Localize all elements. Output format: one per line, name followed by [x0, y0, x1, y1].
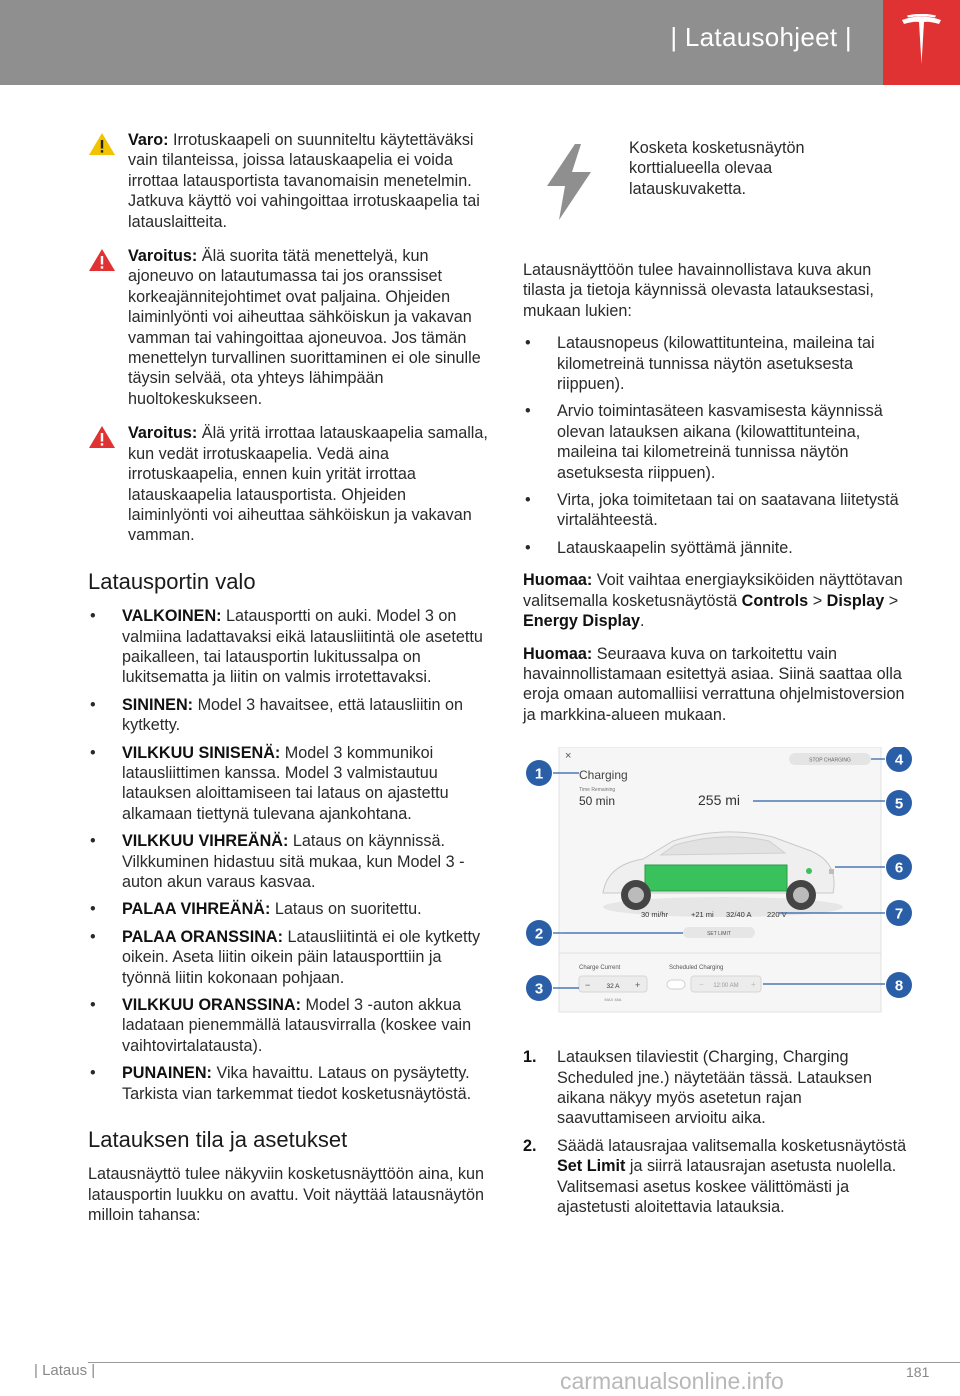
lightning-bolt-icon	[547, 144, 591, 220]
item-text: Model 3 havaitsee, että latausliitin on kytketty.	[122, 695, 464, 735]
item-label: VILKKUU ORANSSINA:	[122, 996, 301, 1015]
callout-3: 3	[534, 980, 544, 998]
note-text: Voit vaihtaa energiayksiköiden näyttötavan valitsemalla kosketusnäytöstä	[523, 571, 903, 610]
stat-voltage: 220 V	[767, 910, 787, 920]
item-text: Säädä latausrajaa valitsemalla kosketusnäytöstä	[557, 1136, 907, 1155]
note-label: Huomaa:	[523, 571, 593, 590]
watermark: carmanualsonline.info	[560, 1368, 784, 1394]
current-note: MAX 48A	[604, 997, 622, 1003]
section-heading-charging-status: Latauksen tila ja asetukset	[88, 1127, 348, 1153]
item-label: SININEN:	[122, 695, 194, 714]
warning-label: Varoitus:	[128, 247, 198, 266]
callout-1: 1	[534, 765, 544, 783]
diagram-title: Charging	[579, 768, 628, 783]
footer-divider	[88, 1362, 960, 1363]
list-item	[88, 606, 488, 688]
charging-screen-diagram	[523, 747, 913, 1017]
list-item	[88, 927, 488, 988]
port-light-list	[88, 606, 488, 1104]
charging-screen-illustration	[523, 747, 913, 1017]
item-label: VILKKUU VIHREÄNÄ:	[122, 832, 289, 851]
stop-charging-label: STOP CHARGING	[809, 757, 851, 764]
time-value: 50 min	[579, 794, 616, 809]
note-label: Huomaa:	[523, 644, 593, 663]
item-label: PALAA VIHREÄNÄ:	[122, 900, 271, 919]
list-item: • Latausnopeus (kilowattitunteina, maileina tai kilometreinä tunnissa näytön asetuksesta riippuen).	[523, 333, 913, 394]
note-illustration	[523, 644, 913, 726]
page-number: 181	[906, 1364, 930, 1380]
warning-icon	[88, 248, 116, 272]
page-header	[0, 0, 960, 85]
item-label: VALKOINEN:	[122, 607, 222, 626]
numbered-list	[523, 1047, 913, 1217]
charging-info-list	[523, 333, 913, 558]
warning-text: Älä yritä irrottaa latauskaapelia samalla, kun vedät irrotuskaapelia. Vedä aina irrotuskaapelia, ennen kuin yrität irrottaa latauskaapelia latausportista. Ohjeiden laiminlyönti voi aiheuttaa sähköiskun ja vakavan vamman.	[128, 424, 488, 545]
minus-button: −	[585, 980, 591, 991]
list-item: • Virta, joka toimitetaan tai on saatavana liitetystä virtalähteestä.	[523, 490, 913, 531]
item-text: Latauksen tilaviestit (Charging, Charging Scheduled jne.) näytetään tässä. Latauksen aikana näkyy myös asetetun rajan saavuttamiseen arvioitu aika.	[557, 1048, 872, 1128]
menu-path-controls: Controls	[741, 591, 809, 610]
stat-current: 32/40 A	[726, 910, 752, 920]
danger-warning	[88, 423, 488, 545]
item-text: Model 3 -auton akkua ladataan pienemmällä latausvirralla (koskee vain vaihtovirtalatausta).	[122, 996, 472, 1055]
stat-rate: 30 mi/hr	[641, 910, 669, 920]
warning-text: Irrotuskaapeli on suunniteltu käytettäväksi vain tilanteissa, joissa latauskaapelia ei voida irrottaa latausportista tavanomaisin menetelmin. Jatkuva käyttö voi vahingoittaa irrotuskaapelia tai latauslaitteita.	[128, 131, 480, 231]
list-item	[88, 899, 488, 919]
list-item	[88, 1063, 488, 1104]
warning-label: Varoitus:	[128, 424, 198, 443]
tesla-logo-icon	[899, 14, 944, 70]
list-item	[523, 1136, 913, 1218]
callout-8: 8	[894, 977, 904, 995]
intro-paragraph: Latausnäyttöön tulee havainnollistava kuva akun tilasta ja tietoja käynnissä olevasta latauksestasi, mukaan lukien:	[523, 261, 874, 320]
item-number: 2.	[523, 1136, 537, 1155]
danger-warning	[88, 246, 488, 409]
range-value: 255 mi	[698, 792, 741, 809]
menu-path-energy-display: Energy Display	[523, 612, 640, 631]
time-label: Time Remaining	[579, 787, 616, 794]
callout-4: 4	[894, 751, 904, 769]
list-item	[88, 831, 488, 892]
item-label: PUNAINEN:	[122, 1064, 212, 1083]
callout-7: 7	[894, 905, 904, 923]
list-item	[88, 695, 488, 736]
warning-label: Varo:	[128, 131, 169, 149]
charge-current-label: Charge Current	[579, 965, 621, 972]
set-limit-term: Set Limit	[557, 1157, 626, 1176]
list-item: • Arvio toimintasäteen kasvamisesta käynnissä olevan latauksen aikana (kilowattitunteina, maileina tai kilometreinä tunnissa näytön asetuksesta riippuen).	[523, 401, 913, 483]
scheduled-charging-label: Scheduled Charging	[669, 965, 724, 972]
bolt-instruction: Kosketa kosketusnäytön korttialueella olevaa latauskuvaketta.	[629, 139, 805, 198]
item-text: ja siirrä latausrajan asetusta nuolella. Valitsemasi asetus koskee välittömästi ja ajastetusti aloitettavia latauksia.	[557, 1157, 897, 1216]
scheduled-minus: −	[699, 980, 704, 990]
item-text: Latausliitintä ei ole kytketty oikein. Aseta liitin oikein päin latausporttiin ja työnnä liitin kokonaan pohjaan.	[122, 927, 481, 987]
note-energy-display	[523, 570, 913, 631]
brand-logo-box	[883, 0, 960, 85]
stat-added: +21 mi	[691, 910, 714, 920]
header-title: | Latausohjeet |	[670, 22, 852, 52]
note-text: Seuraava kuva on tarkoitettu vain havainnollistamaan esitettyä asiaa. Siinä saattaa olla eroja omaan automalliisi verrattuna ohjelmistoversion ja markkina-alueen mukaan.	[523, 644, 905, 724]
list-item	[523, 1047, 913, 1129]
footer-section: | Lataus |	[34, 1362, 96, 1379]
close-icon: ×	[565, 750, 572, 763]
plus-button: +	[635, 980, 641, 991]
section-paragraph: Latausnäyttö tulee näkyviin kosketusnäyttöön aina, kun latausportin luukku on avattu. Voit näyttää latausnäytön milloin tahansa:	[88, 1165, 484, 1225]
list-item: • Latauskaapelin syöttämä jännite.	[523, 538, 913, 558]
list-item	[88, 995, 488, 1056]
right-column	[523, 130, 913, 1224]
set-limit-label: SET LIMIT	[707, 931, 731, 938]
callout-2: 2	[534, 925, 544, 943]
scheduled-time: 12:00 AM	[713, 983, 739, 990]
menu-path-separator: >	[812, 591, 823, 610]
item-label: PALAA ORANSSINA:	[122, 927, 283, 946]
current-value: 32 A	[606, 983, 620, 991]
charging-icon-row	[523, 130, 913, 260]
callout-5: 5	[894, 795, 904, 813]
item-label: VILKKUU SINISENÄ:	[122, 743, 281, 762]
item-text: Model 3 kommunikoi latausliittimen kanssa. Model 3 valmistautuu latauksen aloittamiseen tai lataus on ajastettu alkamaan tiettynä tulevana ajankohtana.	[122, 743, 449, 823]
item-text: Lataus on suoritettu.	[274, 900, 422, 919]
note-end: .	[639, 612, 645, 631]
list-item	[88, 743, 488, 825]
warning-icon	[88, 425, 116, 449]
caution-warning	[88, 130, 488, 232]
menu-path-separator: >	[888, 591, 899, 610]
callout-6: 6	[894, 859, 904, 877]
left-column	[88, 130, 488, 1238]
scheduled-toggle	[667, 980, 685, 989]
menu-path-display: Display	[826, 591, 885, 610]
section-heading-port-light: Latausportin valo	[88, 568, 256, 594]
item-text: Latausportti on auki. Model 3 on valmiina ladattavaksi eikä latausliitintä ole asetettu paikalleen, tai latausportin lukitussalpa on lukitsematta ja liitin on valmis irrotettavaksi.	[122, 607, 483, 687]
scheduled-plus: +	[751, 980, 756, 990]
item-number: 1.	[523, 1048, 537, 1067]
warning-text: Älä suorita tätä menettelyä, kun ajoneuvo on latautumassa tai jos oranssiset korkeajännitejohtimet ovat paljaina. Ohjeiden laiminlyönti voi aiheuttaa sähköiskun ja vakavan vamman tai vahingoittaa ajoneuvoa. Jos tämän menettelyn turvallinen suorittaminen ei ole sinulle täysin selvää, ota yhteys lähimpään huoltokeskukseen.	[128, 247, 481, 408]
item-text: Vika havaittu. Lataus on pysäytetty. Tarkista vian tarkemmat tiedot kosketusnäytöstä.	[122, 1064, 472, 1103]
item-text: Lataus on käynnissä. Vilkkuminen hidastuu sitä mukaa, kun Model 3 -auton akun varaus kasvaa.	[122, 832, 465, 891]
caution-icon	[88, 132, 116, 156]
